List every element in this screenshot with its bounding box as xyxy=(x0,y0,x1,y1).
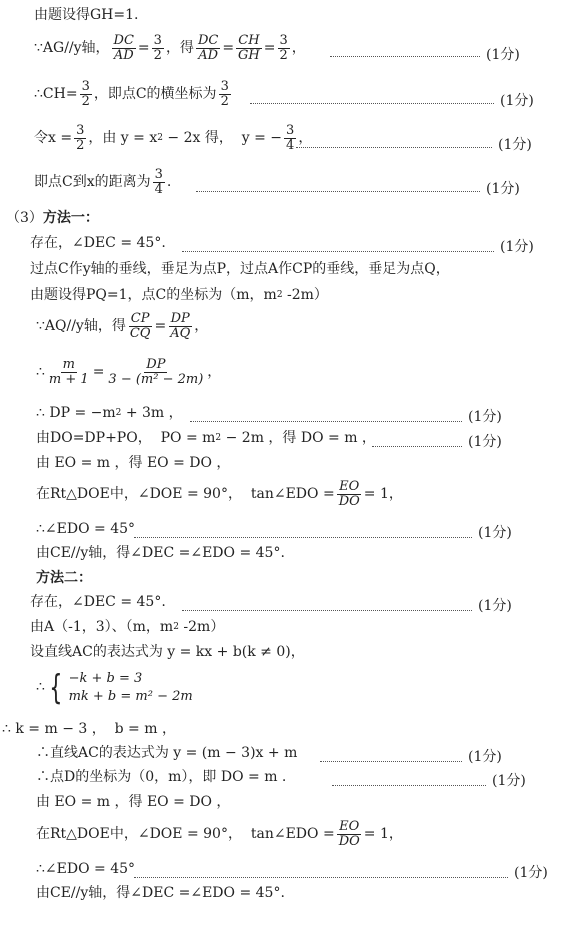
score-mark: (1分) xyxy=(468,409,502,425)
dot-leader xyxy=(190,420,462,422)
score-mark: (1分) xyxy=(500,239,534,255)
line-16 xyxy=(36,522,135,537)
line-8 xyxy=(30,262,450,277)
text: ， xyxy=(194,318,209,335)
score-mark: (1分) xyxy=(468,434,502,450)
score-mark: (1分) xyxy=(486,181,520,197)
text: ∴ k = m − 3 ， b = m ， xyxy=(2,721,176,737)
line-26 xyxy=(36,795,230,810)
line-24 xyxy=(36,746,297,761)
text: 设直线AC的表达式为 y = kx + b(k ≠ 0)， xyxy=(30,644,305,660)
text: ，由 y = x xyxy=(88,130,158,147)
line-28 xyxy=(36,862,135,877)
fraction: $\frac{EO}{DO}$ xyxy=(338,819,360,850)
text: ∴ DP = −m xyxy=(36,405,116,421)
text: -2m） xyxy=(178,619,225,635)
text: ∴CH= xyxy=(34,86,78,103)
score-mark: (1分) xyxy=(478,525,512,541)
dot-leader xyxy=(332,784,486,786)
line-7 xyxy=(30,236,166,251)
text: ∴ xyxy=(36,364,45,381)
line-23 xyxy=(2,722,176,737)
method-heading: 方法一： xyxy=(42,210,99,226)
line-1 xyxy=(34,8,138,23)
fraction: $\frac{3}{2}$ xyxy=(76,123,85,154)
line-4 xyxy=(34,124,312,154)
line-17 xyxy=(36,546,285,561)
text: 由CE//y轴，得∠DEC =∠EDO = 45°. xyxy=(36,545,285,561)
text: = xyxy=(263,40,276,57)
text: 由题设得GH=1. xyxy=(34,7,139,23)
dot-leader xyxy=(296,146,492,148)
text: ， xyxy=(298,130,313,147)
text: ， xyxy=(207,364,222,381)
brace-icon: { xyxy=(49,667,63,708)
superscript: 2 xyxy=(157,132,163,143)
dot-leader xyxy=(134,536,472,538)
fraction: $\frac{3}{2}$ xyxy=(220,79,229,110)
line-5 xyxy=(34,168,171,198)
superscript: 2 xyxy=(276,289,283,300)
line-13 xyxy=(36,431,376,446)
fraction: $\frac{3}{2}$ xyxy=(279,33,288,64)
line-3 xyxy=(34,80,233,110)
fraction: $\frac{3}{2}$ xyxy=(81,79,90,110)
score-mark: (1分) xyxy=(468,749,502,765)
text: 由题设得PQ=1，点C的坐标为（m，m xyxy=(30,287,277,303)
line-20 xyxy=(30,620,224,635)
line-25 xyxy=(36,770,286,785)
text: ∵AQ//y轴，得 xyxy=(36,318,126,335)
text: ， xyxy=(291,40,306,57)
line-12 xyxy=(36,406,183,421)
text: 存在，∠DEC = 45°. xyxy=(30,235,166,251)
text: = 1， xyxy=(363,486,403,503)
line-29 xyxy=(36,886,285,901)
text: ∴∠EDO = 45° xyxy=(36,861,136,877)
text: ∴点D的坐标为（0，m），即 DO = m . xyxy=(36,769,287,785)
dot-leader xyxy=(182,609,472,611)
fraction: $\frac{DC}{AD}$ xyxy=(113,33,134,64)
text: ∵AG//y轴， xyxy=(34,40,110,57)
equation-row: mk + b = m² − 2m xyxy=(68,688,193,704)
fraction: $\frac{DC}{AD}$ xyxy=(197,33,219,64)
text: − 2m ，得 DO = m ， xyxy=(221,430,376,446)
text: . xyxy=(166,174,172,191)
fraction: $\frac{3}{2}$ xyxy=(153,33,162,64)
text: + 3m ， xyxy=(121,405,183,421)
text: （3） xyxy=(6,210,43,226)
line-15 xyxy=(36,480,403,510)
fraction: $\frac{3}{4}$ xyxy=(286,123,295,154)
score-mark: (1分) xyxy=(514,865,548,881)
text: 令x = xyxy=(34,130,73,147)
text: ∴直线AC的表达式为 y = (m − 3)x + m xyxy=(36,745,298,761)
dot-leader xyxy=(330,55,480,57)
equation-row: −k + b = 3 xyxy=(68,671,143,686)
superscript: 2 xyxy=(173,621,179,632)
superscript: 2 xyxy=(115,407,122,418)
score-mark: (1分) xyxy=(478,598,512,614)
text: − 2x 得， y = − xyxy=(162,130,283,147)
line-14 xyxy=(36,456,230,471)
text: 由CE//y轴，得∠DEC =∠EDO = 45°. xyxy=(36,885,285,901)
fraction: $\frac{EO}{DO}$ xyxy=(338,479,360,510)
fraction: $\frac{m}{m + 1}$ xyxy=(48,357,89,388)
text: = xyxy=(154,318,167,335)
fraction: $\frac{CH}{GH}$ xyxy=(238,33,260,64)
line-11 xyxy=(36,358,221,388)
fraction: $\frac{3}{4}$ xyxy=(154,167,163,198)
text: 存在，∠DEC = 45°. xyxy=(30,594,166,610)
text: = 1， xyxy=(363,826,403,843)
line-18 xyxy=(36,571,92,586)
dot-leader xyxy=(134,876,508,878)
equation-system xyxy=(45,667,193,708)
superscript: 2 xyxy=(215,432,222,443)
text: = xyxy=(92,364,105,381)
text: 由DO=DP+PO， PO = m xyxy=(36,430,216,446)
line-10 xyxy=(36,312,208,342)
text: 由 EO = m ，得 EO = DO ， xyxy=(36,794,231,810)
text: 在Rt△DOE中，∠DOE = 90°， tan∠EDO = xyxy=(36,826,335,843)
line-27 xyxy=(36,820,403,850)
score-mark: (1分) xyxy=(500,93,534,109)
dot-leader xyxy=(372,445,462,447)
score-mark: (1分) xyxy=(498,137,532,153)
score-mark: (1分) xyxy=(486,47,520,63)
text: ∴ xyxy=(36,678,45,695)
text: 由 EO = m ，得 EO = DO ， xyxy=(36,455,231,471)
text: -2m） xyxy=(282,287,328,303)
dot-leader xyxy=(182,250,494,252)
text: 在Rt△DOE中，∠DOE = 90°， tan∠EDO = xyxy=(36,486,335,503)
line-9 xyxy=(30,288,328,303)
fraction: $\frac{CP}{CQ}$ xyxy=(129,311,151,342)
text: ，得 xyxy=(165,40,194,57)
text: 过点C作y轴的垂线，垂足为点P，过点A作CP的垂线，垂足为点Q， xyxy=(30,261,450,277)
dot-leader xyxy=(250,102,494,104)
line-2 xyxy=(34,34,306,64)
text: 即点C到x的距离为 xyxy=(34,174,151,191)
text: = xyxy=(137,40,150,57)
method-heading: 方法二： xyxy=(36,570,92,586)
text: ∴∠EDO = 45° xyxy=(36,521,136,537)
score-mark: (1分) xyxy=(492,773,526,789)
line-22 xyxy=(36,667,193,708)
line-6 xyxy=(6,211,99,226)
text: 由A（-1，3）、（m，m xyxy=(30,619,174,635)
fraction: $\frac{DP}{\text{3 − (m² − 2m)}}$ xyxy=(108,357,204,388)
line-19 xyxy=(30,595,166,610)
text: ，即点C的横坐标为 xyxy=(93,86,217,103)
line-21 xyxy=(30,645,305,660)
fraction: $\frac{DP}{AQ}$ xyxy=(170,311,191,342)
text: = xyxy=(222,40,235,57)
dot-leader xyxy=(320,760,462,762)
dot-leader xyxy=(196,190,480,192)
